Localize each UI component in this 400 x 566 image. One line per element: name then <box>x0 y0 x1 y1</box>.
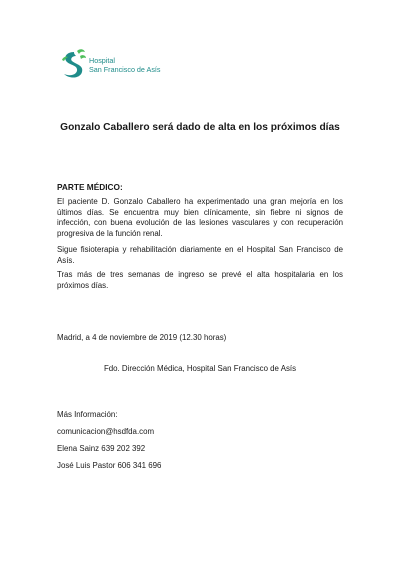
paragraph-1: El paciente D. Gonzalo Caballero ha experimentado una gran mejoría en los últimos días. Se encuentra muy bien clínicamente, sin fiebre ni signos de infección, con buena evolución de las lesiones vasculares y con recuperación progresiva de la función renal. <box>57 197 343 238</box>
document-title: Gonzalo Caballero será dado de alta en los próximos días <box>60 122 340 133</box>
hospital-name <box>89 57 161 74</box>
contact-heading: Más Información: <box>57 410 118 419</box>
section-heading: PARTE MÉDICO: <box>57 182 123 192</box>
hospital-logo <box>60 48 200 80</box>
hospital-logo-icon <box>60 48 88 80</box>
contact-person-2: José Luis Pastor 606 341 696 <box>57 461 162 470</box>
hospital-name-line2: San Francisco de Asís <box>89 64 161 74</box>
paragraph-2: Sigue fisioterapia y rehabilitación diariamente en el Hospital San Francisco de Asís. <box>57 245 343 265</box>
signature-line: Fdo. Dirección Médica, Hospital San Francisco de Asís <box>103 364 297 373</box>
hospital-name-line1: Hospital <box>89 56 115 65</box>
contact-email: comunicacion@hsdfda.com <box>57 427 155 436</box>
contact-person-1: Elena Sainz 639 202 392 <box>57 444 146 453</box>
paragraph-3: Tras más de tres semanas de ingreso se prevé el alta hospitalaria en los próximos días. <box>57 270 343 290</box>
date-line: Madrid, a 4 de noviembre de 2019 (12.30 horas) <box>57 333 227 342</box>
